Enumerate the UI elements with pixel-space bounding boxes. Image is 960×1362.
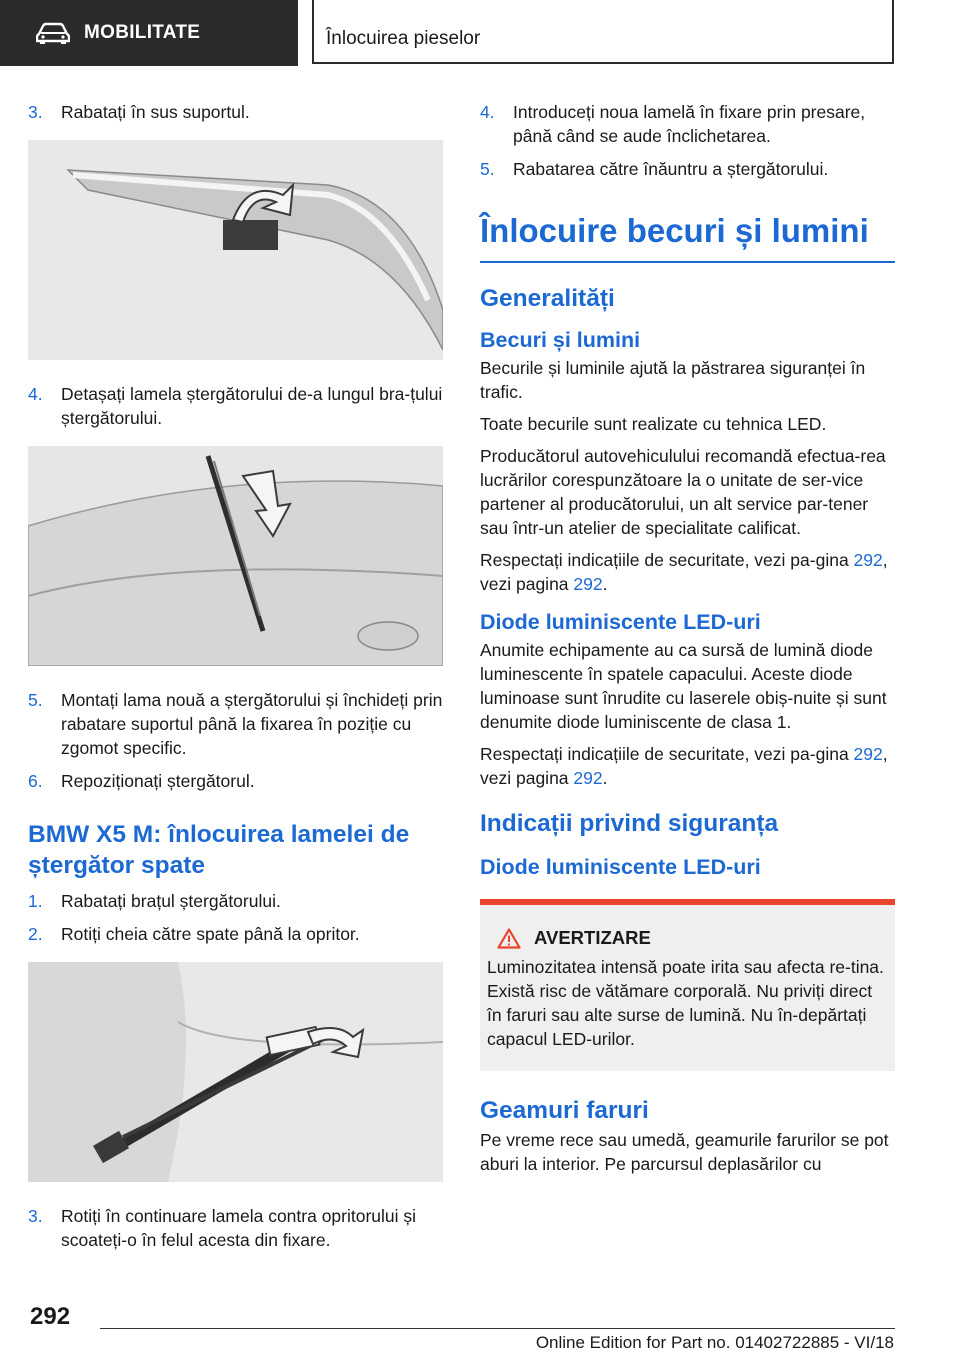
page-link[interactable]: 292 [573, 768, 603, 788]
step-text: Rabatați în sus suportul. [61, 102, 250, 122]
paragraph: Pe vreme rece sau umedă, geamurile farurilor se pot aburi la interior. Pe parcursul deplasărilor cu [480, 1130, 889, 1174]
section-heading: Generalități [480, 285, 615, 312]
paragraph: Toate becurile sunt realizate cu tehnica LED. [480, 414, 827, 434]
step-text: Introduceți noua lamelă în fixare prin presare, până când se aude înclichetarea. [513, 102, 866, 146]
wiper-arm-figure [28, 140, 443, 360]
paragraph: Anumite echipamente au ca sursă de lumină diode luminescente în spatele capacului. Aceste diode luminoase sunt înrudite cu laserele obiș-nuite și sunt denumite diode luminiscente de clasa 1. [480, 640, 887, 732]
step-3 [28, 100, 443, 124]
paragraph: Becurile și luminile ajută la păstrarea siguranței în trafic. [480, 358, 866, 402]
warning-box [480, 899, 895, 1071]
step-5 [480, 157, 895, 181]
car-icon [36, 22, 70, 44]
step-text: Detașați lamela ștergătorului de-a lungul bra-țului ștergătorului. [61, 384, 443, 428]
warning-text: Luminozitatea intensă poate irita sau afecta re-tina. Există risc de vătămare corporală. Nu priviți direct în faruri sau alte surse de lumină. Nu în-depărtați capacul LED-urilor. [487, 957, 884, 1049]
warning-title-row [497, 927, 887, 949]
rear-step-1 [28, 889, 443, 913]
wiper-blade-figure [28, 446, 443, 666]
edition-info: Online Edition for Part no. 01402722885 - VI/18 [535, 1333, 894, 1352]
heading-rule [480, 261, 895, 263]
page-header [0, 0, 960, 66]
section-heading: BMW X5 M: înlocuirea lamelei de ștergător spate [28, 821, 410, 879]
text: . [602, 574, 608, 594]
rear-step-2 [28, 922, 443, 946]
section-label: MOBILITATE [84, 22, 201, 43]
paragraph-with-links [480, 548, 895, 596]
step-text: Rotiți cheia către spate până la opritor. [61, 924, 360, 944]
page-link[interactable]: 292 [573, 574, 603, 594]
page-link[interactable]: 292 [853, 744, 883, 764]
step-text: Rotiți în continuare lamela contra opritorului și scoateți-o în felul acesta din fixare. [61, 1206, 417, 1250]
step-text: Rabatați brațul ștergătorului. [61, 891, 281, 911]
step-4 [480, 100, 895, 148]
subsection-heading: Becuri și lumini [480, 328, 641, 352]
right-column [480, 100, 895, 1184]
step-4 [28, 382, 443, 430]
rear-wiper-figure [28, 962, 443, 1182]
step-text: Montați lama nouă a ștergătorului și închideți prin rabatare suportul până la fixarea în poziție cu zgomot specific. [61, 690, 443, 758]
subsection-heading: Diode luminiscente LED-uri [480, 610, 761, 634]
text: , vezi pagina [480, 744, 888, 788]
page-link[interactable]: 292 [853, 550, 883, 570]
section-heading: Geamuri faruri [480, 1097, 649, 1124]
step-number: 4. [28, 384, 43, 404]
step-number: 3. [28, 102, 43, 122]
rear-step-3 [28, 1204, 443, 1252]
paragraph-with-links [480, 742, 895, 790]
step-number: 3. [28, 1206, 43, 1226]
chapter-heading: Înlocuire becuri și lumini [480, 212, 869, 249]
step-number: 4. [480, 102, 495, 122]
chapter-box [312, 0, 894, 64]
paragraph: Producătorul autovehiculului recomandă efectua-rea lucrărilor corespunzătoare la o unitate de ser-vice partener al producătorului, un alt service par-tener sau într-un atelier de specialitate calificat. [480, 446, 886, 538]
step-number: 2. [28, 924, 43, 944]
left-column [28, 100, 443, 1261]
step-number: 6. [28, 771, 43, 791]
footer-rule [100, 1328, 895, 1329]
step-5 [28, 688, 443, 760]
subsection-heading: Diode luminiscente LED-uri [480, 855, 761, 879]
step-number: 1. [28, 891, 43, 911]
page-number: 292 [30, 1303, 71, 1330]
step-number: 5. [28, 690, 43, 710]
chapter-title: Înlocuirea pieselor [326, 28, 481, 49]
text: . [602, 768, 608, 788]
step-text: Rabatarea către înăuntru a ștergătorului. [513, 159, 829, 179]
text: Respectați indicațiile de securitate, vezi pa-gina [480, 744, 854, 764]
step-number: 5. [480, 159, 495, 179]
text: Respectați indicațiile de securitate, vezi pa-gina [480, 550, 854, 570]
step-text: Repoziționați ștergătorul. [61, 771, 255, 791]
step-6 [28, 769, 443, 793]
section-tab [0, 0, 298, 66]
text: , vezi pagina [480, 550, 888, 594]
section-heading: Indicații privind siguranța [480, 810, 779, 837]
warning-triangle-icon [497, 928, 521, 949]
warning-title: AVERTIZARE [534, 927, 651, 948]
